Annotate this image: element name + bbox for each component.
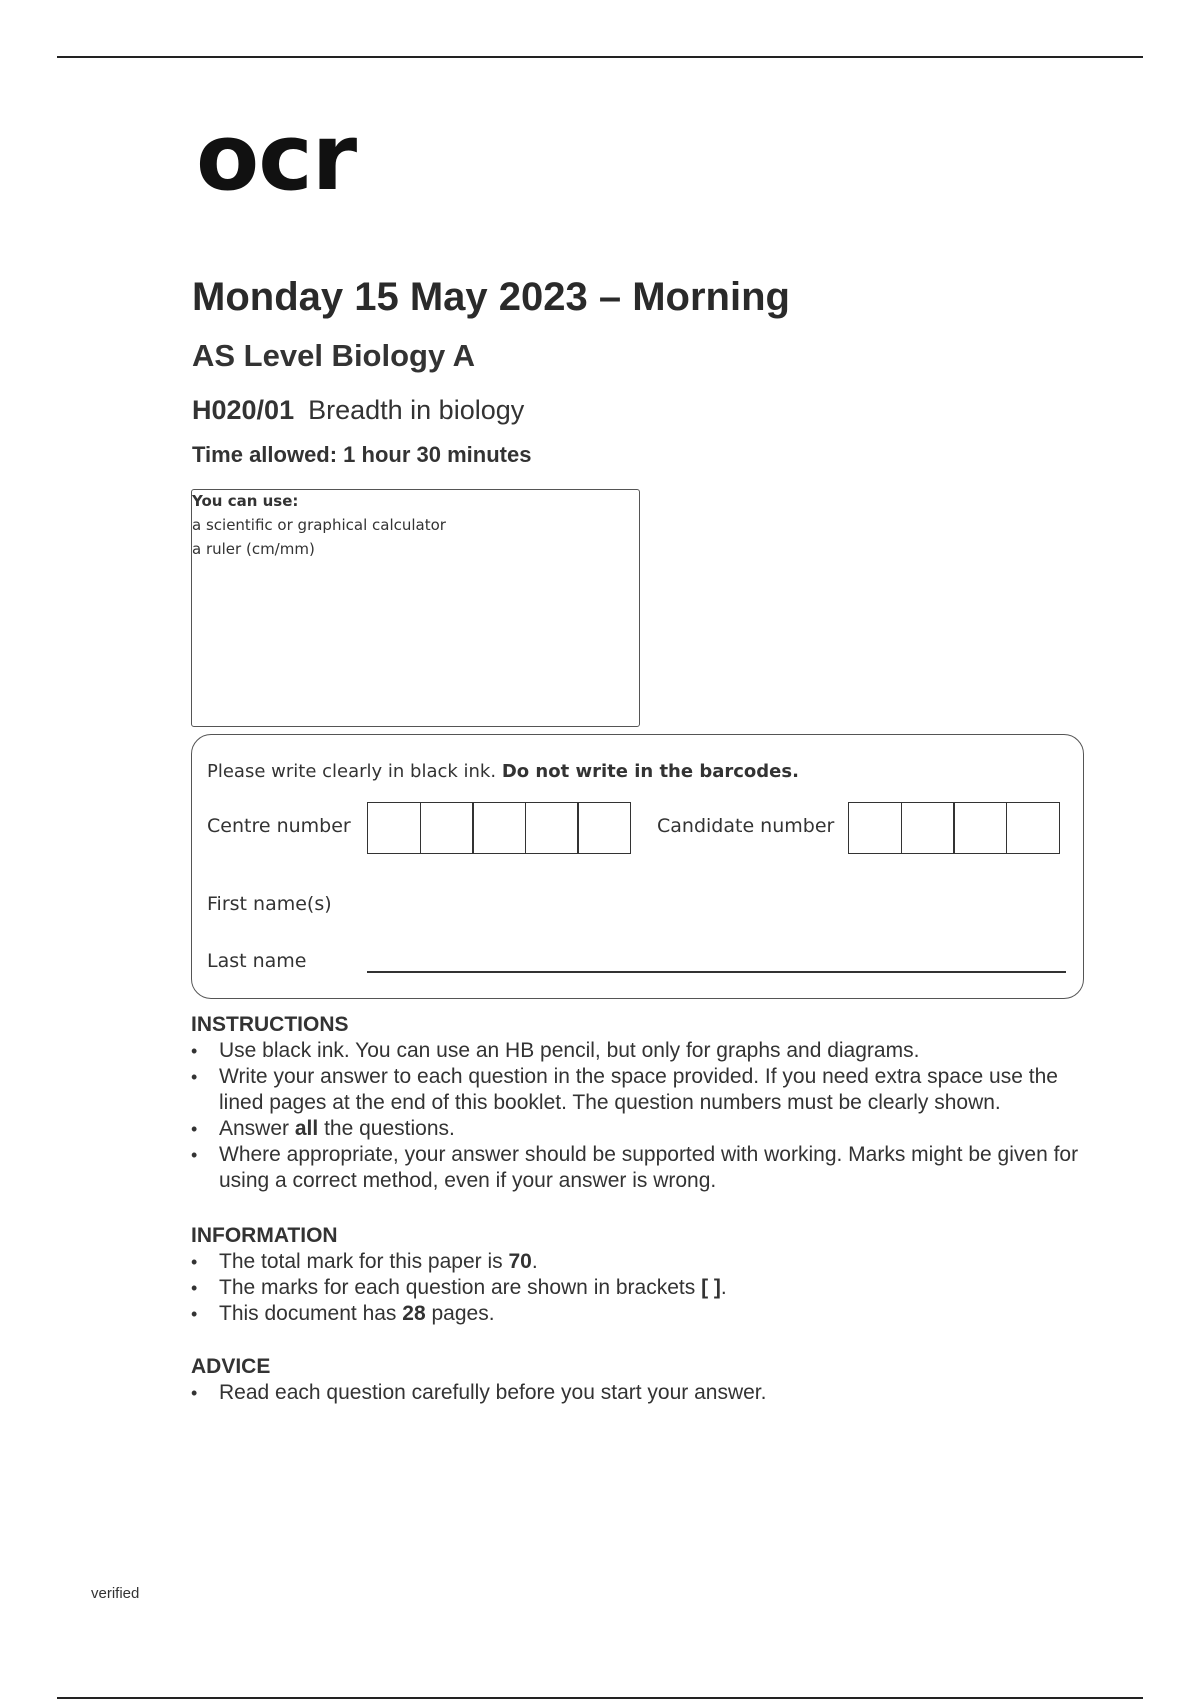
candidate-digit-box[interactable]	[953, 802, 1007, 854]
centre-digit-box[interactable]	[525, 802, 579, 854]
barcode-warning: Do not write in the barcodes.	[501, 761, 799, 782]
centre-digit-box[interactable]	[472, 802, 526, 854]
ink-note-text: Please write clearly in black ink.	[207, 761, 497, 782]
bottom-rule	[57, 1697, 1143, 1699]
ink-note	[207, 761, 799, 782]
advice-list	[191, 1380, 1091, 1406]
centre-digit-box[interactable]	[367, 802, 421, 854]
instruction-text: Answer	[219, 1117, 290, 1140]
first-name-label: First name(s)	[207, 893, 332, 915]
paper-code-line	[192, 397, 524, 424]
instructions-list	[191, 1038, 1091, 1194]
information-text: pages.	[431, 1302, 495, 1325]
verified-stamp: verified	[91, 1585, 140, 1602]
equipment-list	[192, 516, 639, 558]
candidate-number-label: Candidate number	[657, 815, 835, 837]
candidate-number-field[interactable]	[848, 802, 1060, 854]
information-text: The marks for each question are shown in brackets	[219, 1276, 696, 1299]
information-item	[191, 1301, 1091, 1327]
centre-number-field[interactable]	[367, 802, 631, 854]
page-count: 28	[402, 1302, 426, 1325]
instruction-item: • Use black ink. You can use an HB pencil, but only for graphs and diagrams.	[191, 1038, 1091, 1064]
candidate-details-box	[191, 734, 1084, 999]
advice-item: • Read each question carefully before you start your answer.	[191, 1380, 1091, 1406]
candidate-digit-box[interactable]	[1006, 802, 1060, 854]
equipment-item: a ruler (cm/mm)	[192, 540, 315, 558]
equipment-box	[191, 489, 640, 727]
ocr-logo: ocr	[196, 104, 357, 211]
instruction-item	[191, 1116, 1091, 1142]
information-section	[191, 1223, 1091, 1327]
top-rule	[57, 56, 1143, 58]
instructions-heading: INSTRUCTIONS	[191, 1013, 349, 1036]
candidate-digit-box[interactable]	[901, 802, 955, 854]
paper-title: Breadth in biology	[308, 395, 525, 425]
centre-number-label: Centre number	[207, 815, 351, 837]
information-text: .	[531, 1250, 538, 1273]
qualification-title: AS Level Biology A	[192, 338, 476, 373]
centre-digit-box[interactable]	[577, 802, 631, 854]
instruction-item: • Where appropriate, your answer should be supported with working. Marks might be given for using a correct method, even if your answer is wrong.	[191, 1142, 1091, 1194]
equipment-title: You can use:	[192, 492, 299, 510]
last-name-label: Last name	[207, 950, 307, 972]
information-text: .	[720, 1276, 727, 1299]
advice-heading: ADVICE	[191, 1355, 271, 1378]
advice-section	[191, 1354, 1091, 1406]
information-text: This document has	[219, 1302, 397, 1325]
instruction-text: the questions.	[324, 1117, 455, 1140]
instruction-item: • Write your answer to each question in the space provided. If you need extra space use the lined pages at the end of this booklet. The question numbers must be clearly shown.	[191, 1064, 1091, 1116]
instructions-section	[191, 1012, 1091, 1194]
brackets-symbol: [ ]	[701, 1276, 721, 1299]
time-allowed: Time allowed: 1 hour 30 minutes	[192, 442, 532, 467]
exam-date: Monday 15 May 2023 – Morning	[192, 275, 790, 319]
candidate-digit-box[interactable]	[848, 802, 902, 854]
information-item	[191, 1275, 1091, 1301]
paper-code: H020/01	[192, 395, 295, 425]
information-heading: INFORMATION	[191, 1224, 338, 1247]
last-name-input-line[interactable]	[367, 971, 1066, 973]
information-list	[191, 1249, 1091, 1327]
total-mark: 70	[508, 1250, 532, 1273]
equipment-item: a scientific or graphical calculator	[192, 516, 446, 534]
information-text: The total mark for this paper is	[219, 1250, 503, 1273]
information-item	[191, 1249, 1091, 1275]
centre-digit-box[interactable]	[420, 802, 474, 854]
instruction-emphasis: all	[294, 1117, 319, 1140]
